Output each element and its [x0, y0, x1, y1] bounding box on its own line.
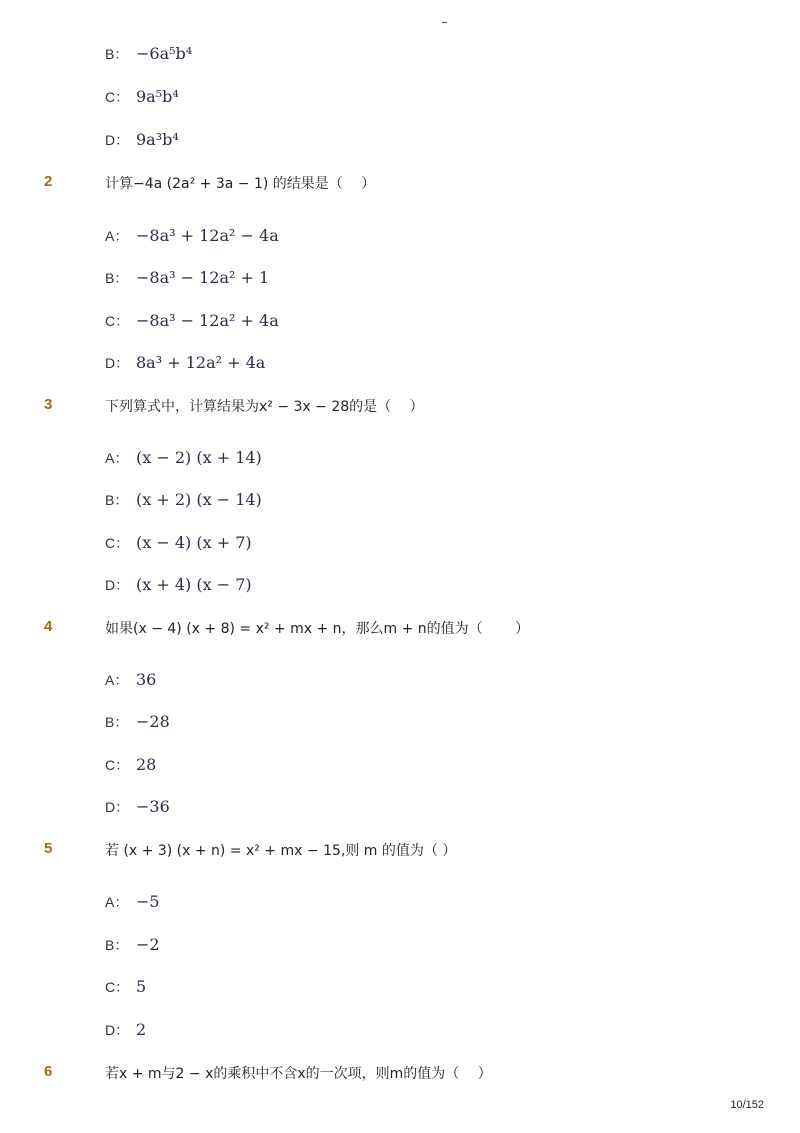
- option-label: A：: [105, 672, 129, 688]
- option-label: B：: [105, 270, 129, 286]
- question-text: 若 (x + 3) (x + n) = x² + mx − 15,则 m 的值为（ ）: [105, 843, 457, 859]
- question-text: 若x + m与2 − x的乘积中不含x的一次项，则m的值为（ ）: [105, 1066, 492, 1082]
- option-value: 2: [136, 1020, 147, 1039]
- top-divider: [442, 22, 447, 23]
- option-value: −2: [136, 935, 160, 954]
- option-label: C：: [105, 535, 130, 551]
- question-text: 计算−4a (2a² + 3a − 1) 的结果是（ ）: [105, 176, 376, 192]
- option-q5-b[interactable]: [105, 935, 160, 955]
- option-q5-c[interactable]: [105, 977, 146, 997]
- option-q2-d[interactable]: [105, 353, 265, 373]
- option-q2-c[interactable]: [105, 311, 279, 331]
- option-label: B：: [105, 937, 129, 953]
- question-text: 下列算式中，计算结果为x² − 3x − 28的是（ ）: [105, 399, 424, 415]
- option-q2-a[interactable]: [105, 226, 279, 246]
- option-value: −8a³ − 12a² + 4a: [136, 311, 279, 330]
- option-value: 9a⁵b⁴: [136, 87, 179, 106]
- option-q3-b[interactable]: [105, 490, 262, 510]
- option-value: −5: [136, 892, 160, 911]
- question-text: 如果(x − 4) (x + 8) = x² + mx + n，那么m + n的值为（ ）: [105, 621, 530, 637]
- option-q4-a[interactable]: [105, 670, 156, 690]
- option-label: D：: [105, 577, 130, 593]
- question-number: 3: [44, 396, 53, 413]
- option-value: −6a⁵b⁴: [136, 44, 193, 63]
- option-value: 8a³ + 12a² + 4a: [136, 353, 266, 372]
- option-value: (x + 4) (x − 7): [136, 575, 252, 594]
- option-label: C：: [105, 979, 130, 995]
- option-q5-d[interactable]: [105, 1020, 146, 1040]
- option-q3-a[interactable]: [105, 448, 262, 468]
- option-value: −8a³ + 12a² − 4a: [136, 226, 279, 245]
- option-label: A：: [105, 894, 129, 910]
- option-value: 5: [136, 977, 147, 996]
- page-number: 10/152: [730, 1099, 764, 1111]
- option-value: (x − 2) (x + 14): [136, 448, 262, 467]
- option-q1-b[interactable]: [105, 44, 192, 64]
- question-number: 4: [44, 618, 53, 635]
- option-value: 36: [136, 670, 157, 689]
- question-number: 2: [44, 173, 53, 190]
- option-value: (x − 4) (x + 7): [136, 533, 252, 552]
- option-label: C：: [105, 89, 130, 105]
- option-q3-c[interactable]: [105, 533, 252, 553]
- option-q5-a[interactable]: [105, 892, 160, 912]
- option-q1-d[interactable]: [105, 130, 179, 150]
- option-q2-b[interactable]: [105, 268, 269, 288]
- option-q3-d[interactable]: [105, 575, 252, 595]
- option-value: (x + 2) (x − 14): [136, 490, 262, 509]
- option-label: D：: [105, 132, 130, 148]
- option-q4-c[interactable]: [105, 755, 156, 775]
- option-label: D：: [105, 355, 130, 371]
- option-label: A：: [105, 228, 129, 244]
- option-q1-c[interactable]: [105, 87, 179, 107]
- question-number: 5: [44, 840, 53, 857]
- option-q4-d[interactable]: [105, 797, 170, 817]
- option-label: C：: [105, 313, 130, 329]
- option-label: B：: [105, 714, 129, 730]
- option-label: D：: [105, 799, 130, 815]
- option-label: C：: [105, 757, 130, 773]
- option-value: 28: [136, 755, 157, 774]
- option-label: D：: [105, 1022, 130, 1038]
- option-label: A：: [105, 450, 129, 466]
- option-label: B：: [105, 46, 129, 62]
- option-value: 9a³b⁴: [136, 130, 179, 149]
- option-value: −36: [136, 797, 170, 816]
- question-number: 6: [44, 1063, 53, 1080]
- option-label: B：: [105, 492, 129, 508]
- option-value: −8a³ − 12a² + 1: [136, 268, 270, 287]
- option-q4-b[interactable]: [105, 712, 170, 732]
- option-value: −28: [136, 712, 170, 731]
